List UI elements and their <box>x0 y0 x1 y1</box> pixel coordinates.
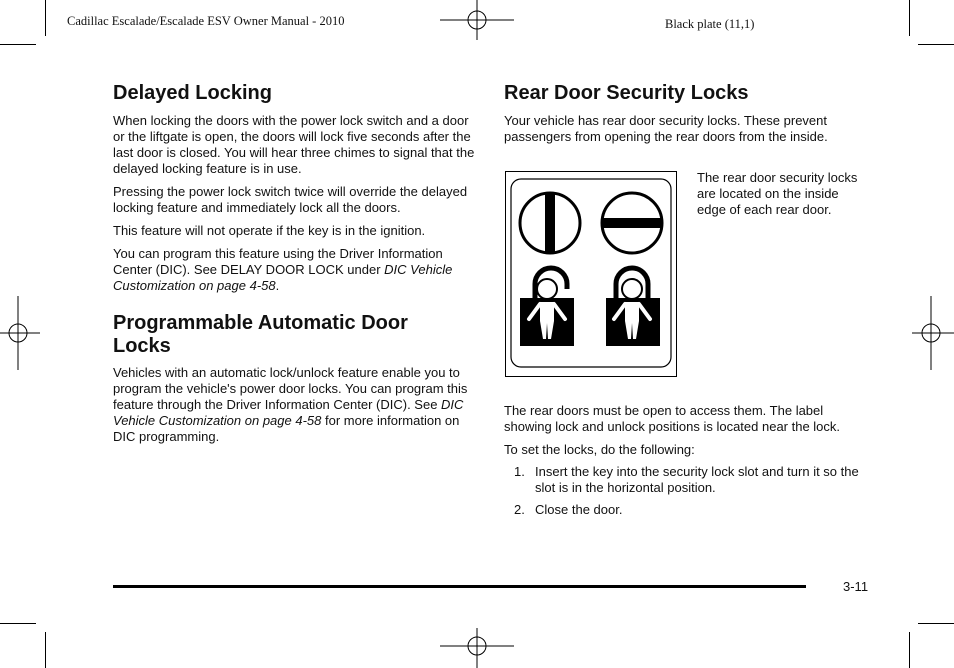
registration-mark-left <box>0 296 40 370</box>
crop-mark <box>918 623 954 624</box>
paragraph: The rear doors must be open to access them. The label showing lock and unlock positions is located near the lock. <box>504 403 841 434</box>
horizontal-slot-icon <box>602 193 662 253</box>
vertical-slot-icon <box>520 193 580 253</box>
paragraph-text: . <box>275 278 280 293</box>
paragraph: Pressing the power lock switch twice will override the delayed locking feature and immediately lock all the doors. <box>113 184 468 215</box>
right-column-lower <box>504 403 868 518</box>
section-title-delayed-locking: Delayed Locking <box>113 82 272 104</box>
registration-mark-top <box>440 0 514 42</box>
paragraph-text: Vehicles with an automatic lock/unlock feature enable you to program the vehicle's power door locks. You can program this feature through the Driver Information Center (DIC). See <box>113 365 468 412</box>
registration-mark-bottom <box>440 628 514 668</box>
illustration-caption: The rear door security locks are located on the inside edge of each rear door. <box>697 170 858 217</box>
cross-reference-link[interactable]: DIC Vehicle Customization on page 4-58 <box>113 397 464 428</box>
security-lock-label-illustration <box>505 171 678 378</box>
paragraph: Your vehicle has rear door security locks. These prevent passengers from opening the rear doors from the inside. <box>504 113 828 144</box>
paragraph: When locking the doors with the power lock switch and a door or the liftgate is open, the doors will lock five seconds after the last door is closed. You will hear three chimes to signal that the delayed locking feature is in use. <box>113 113 475 176</box>
crop-mark <box>909 0 910 36</box>
crop-mark <box>45 0 46 36</box>
list-item <box>504 464 868 496</box>
cross-reference-link[interactable]: DIC Vehicle Customization on page 4-58 <box>113 262 453 293</box>
manual-title: Cadillac Escalade/Escalade ESV Owner Manual - 2010 <box>67 14 345 28</box>
step-text: Insert the key into the security lock slot and turn it so the slot is in the horizontal position. <box>535 464 859 495</box>
steps-list <box>504 464 868 518</box>
paragraph <box>113 365 475 445</box>
crop-mark <box>909 632 910 668</box>
crop-mark <box>45 632 46 668</box>
crop-mark <box>918 44 954 45</box>
right-column <box>504 82 866 145</box>
section-title-line: Programmable Automatic Door <box>113 312 408 334</box>
paragraph: This feature will not operate if the key is in the ignition. <box>113 223 426 238</box>
step-number: 1. <box>514 464 525 479</box>
left-column <box>113 82 475 445</box>
section-title-line: Locks <box>113 335 171 357</box>
crop-mark <box>0 623 36 624</box>
section-title-rear-door-security-locks: Rear Door Security Locks <box>504 82 749 104</box>
step-number: 2. <box>514 502 525 517</box>
section-title-programmable-locks <box>113 312 475 358</box>
footer-rule <box>113 585 806 588</box>
plate-label: Black plate (11,1) <box>665 17 755 31</box>
page-number: 3-11 <box>843 579 869 594</box>
paragraph: To set the locks, do the following: <box>504 442 695 457</box>
paragraph <box>113 246 475 294</box>
list-item <box>504 502 868 518</box>
registration-mark-right <box>912 296 954 370</box>
paragraph-text: You can program this feature using the Driver Information Center (DIC). See DELAY DOOR LOCK under <box>113 246 443 277</box>
crop-mark <box>0 44 36 45</box>
paragraph-text: for more information on DIC programming. <box>113 413 460 444</box>
step-text: Close the door. <box>535 502 623 517</box>
